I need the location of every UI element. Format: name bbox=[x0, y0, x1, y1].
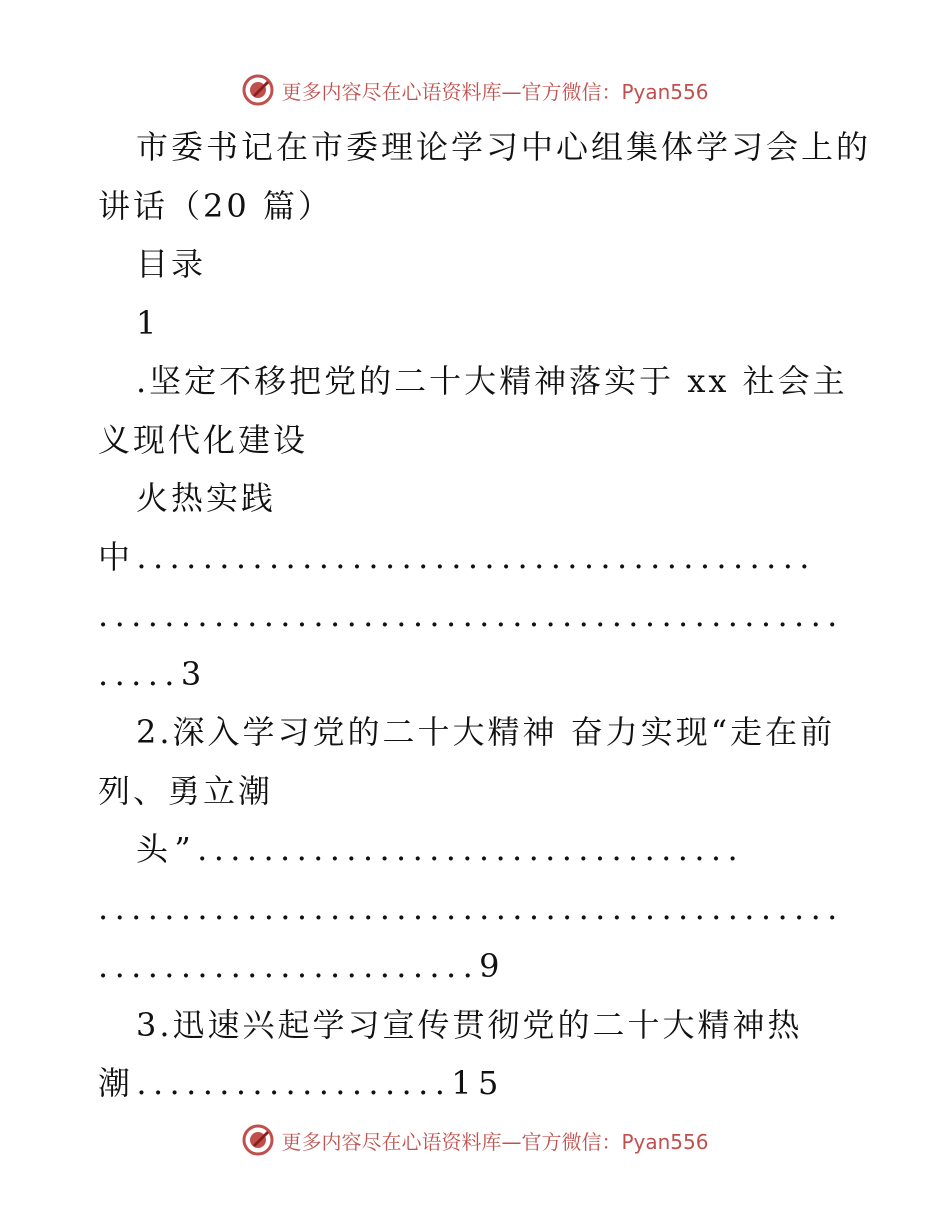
toc-entry-2-line-1: 2.深入学习党的二十大精神 奋力实现“走在前 bbox=[136, 713, 836, 751]
brand-logo-icon bbox=[241, 1123, 275, 1157]
toc-entry-2-page: .......................9 bbox=[98, 947, 506, 985]
toc-entry-1-line-3: 义现代化建设 bbox=[98, 420, 309, 459]
toc-entry-1-line-1: 1 bbox=[136, 303, 160, 342]
document-title-line-1: 市委书记在市委理论学习中心组集体学习会上的 bbox=[136, 128, 872, 166]
document-body bbox=[98, 118, 872, 1113]
header-watermark bbox=[0, 70, 950, 110]
toc-entry-2-line-2: 列、勇立潮 bbox=[98, 771, 274, 810]
watermark-text: 更多内容尽在心语资料库—官方微信：Pyan556 bbox=[281, 1129, 709, 1154]
toc-entry-3-page: 潮...................15 bbox=[98, 1064, 505, 1102]
document-title-line-2: 讲话（20 篇） bbox=[98, 186, 333, 225]
toc-entry-1-line-2: .坚定不移把党的二十大精神落实于 xx 社会主 bbox=[136, 362, 848, 400]
brand-logo-icon bbox=[241, 73, 275, 107]
toc-entry-3-line-1: 3.迅速兴起学习宣传贯彻党的二十大精神热 bbox=[136, 1005, 803, 1044]
toc-entry-1-page: .....3 bbox=[98, 654, 208, 693]
toc-entry-1-leader-1: 中......................................... bbox=[98, 537, 816, 576]
toc-heading: 目录 bbox=[136, 245, 207, 283]
toc-entry-2-leader-1: 头”................................. bbox=[136, 830, 745, 868]
toc-entry-2-leader-2: ............................................. bbox=[98, 888, 844, 927]
watermark-text: 更多内容尽在心语资料库—官方微信：Pyan556 bbox=[281, 79, 709, 104]
toc-entry-1-line-4: 火热实践 bbox=[136, 479, 277, 517]
toc-entry-1-leader-2: ............................................. bbox=[98, 596, 844, 634]
footer-watermark bbox=[0, 1120, 950, 1160]
